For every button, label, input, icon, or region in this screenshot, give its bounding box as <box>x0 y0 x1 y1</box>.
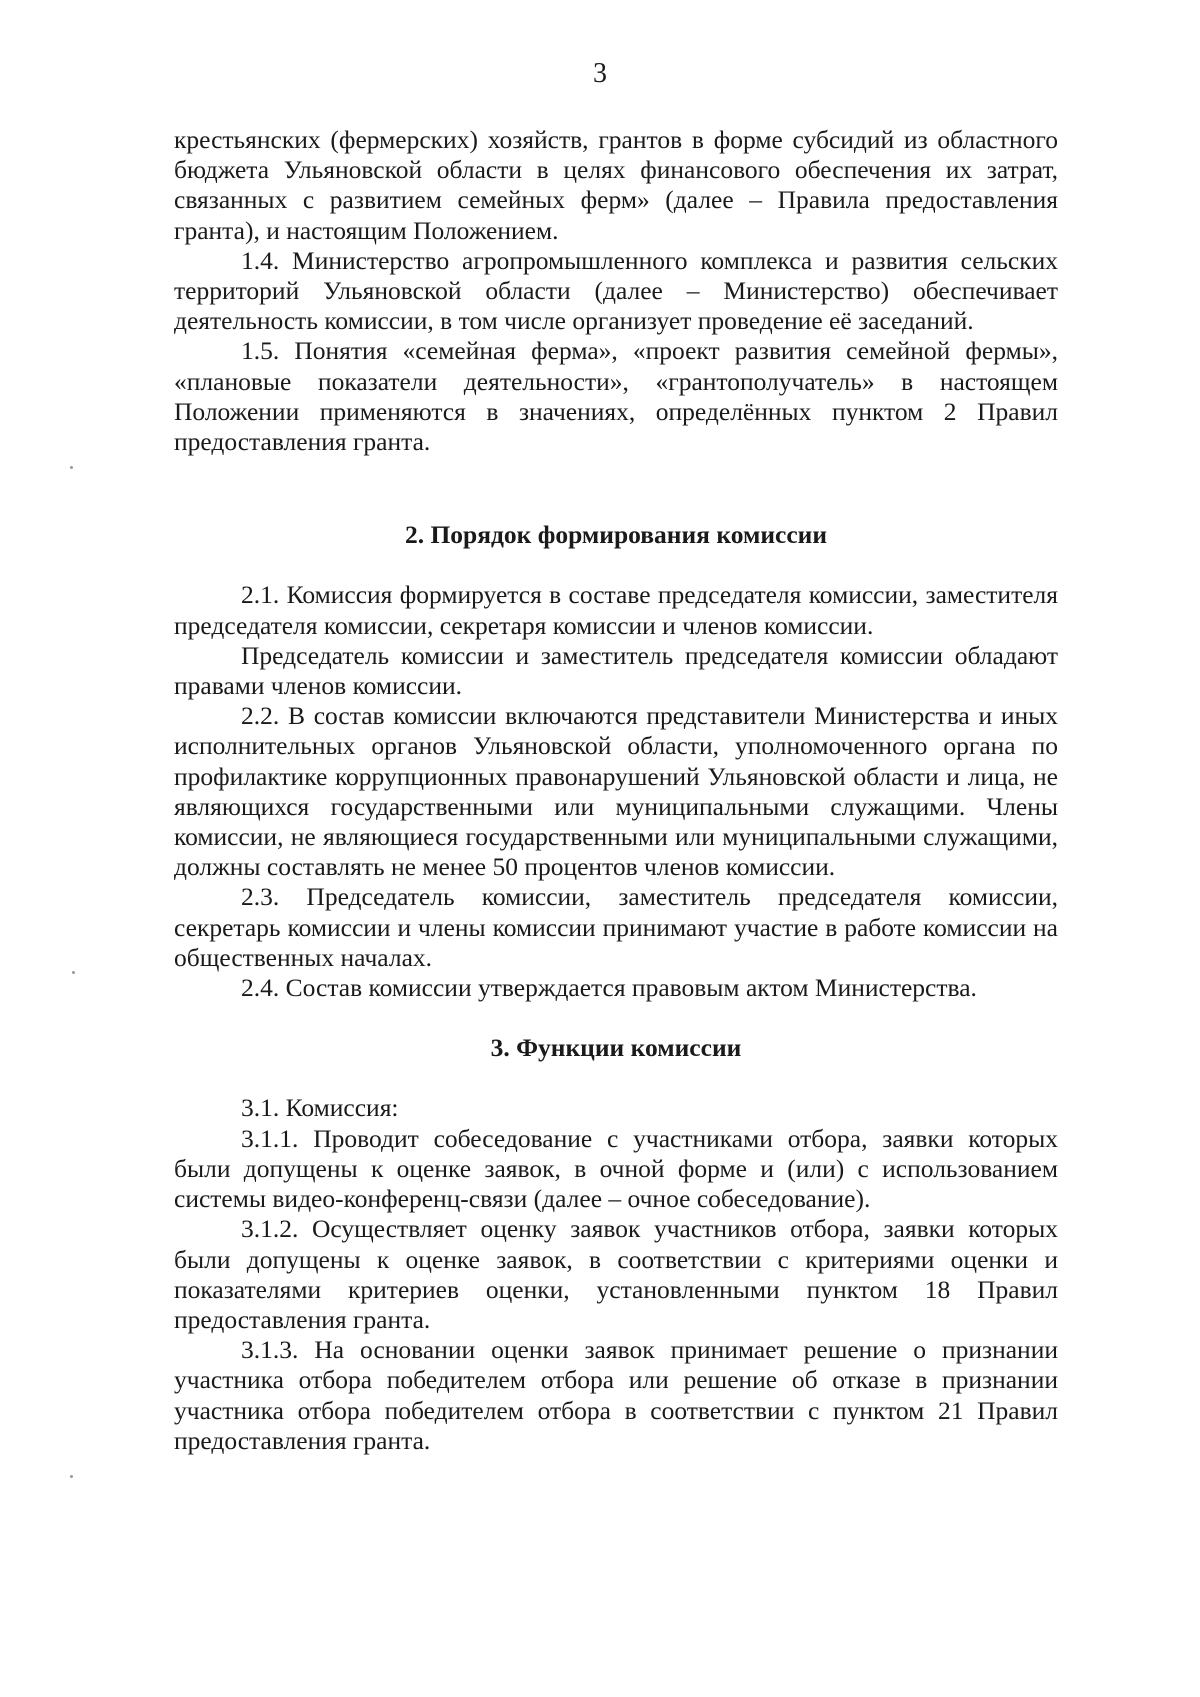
paragraph-2-3: 2.3. Председатель комиссии, заместитель председателя комиссии, секретарь комиссии и члены комиссии принимают участие в работе комиссии на общественных началах. <box>174 882 1058 972</box>
paragraph-2-1-b: Председатель комиссии и заместитель председателя комиссии обладают правами членов комиссии. <box>174 640 1058 701</box>
paragraph-3-1: 3.1. Комиссия: <box>241 1093 399 1123</box>
page-number: 3 <box>593 58 607 89</box>
paragraph-3-1-1: 3.1.1. Проводит собеседование с участниками отбора, заявки которых были допущены к оценке заявок, в очной форме и (или) с использованием системы видео-конференц-связи (далее – очное собеседование). <box>174 1123 1058 1214</box>
spacer <box>174 550 1058 580</box>
paragraph-2-2: 2.2. В состав комиссии включаются представители Министерства и иных исполнительных органов Ульяновской области, уполномоченного органа по профилактике коррупционных правонарушений Ульяновской области и лица, не являющихся государственными или муниципальными служащими. Члены комиссии, не являющиеся государственными или муниципальными служащими, должны составлять не менее 50 процентов членов комиссии. <box>174 701 1058 882</box>
spacer <box>174 457 1058 520</box>
section-2-heading: 2. Порядок формирования комиссии <box>404 520 828 550</box>
scan-speck <box>70 466 73 469</box>
paragraph-2-1: 2.1. Комиссия формируется в составе председателя комиссии, заместителя председателя комиссии, секретаря комиссии и членов комиссии. <box>174 580 1058 640</box>
paragraph-1-5: 1.5. Понятия «семейная ферма», «проект развития семейной фермы», «плановые показатели деятельности», «грантополучатель» в настоящем Положении применяются в значениях, определённых пунктом 2 Правил предоставления гранта. <box>174 336 1058 457</box>
spacer <box>174 1063 1058 1093</box>
paragraph-1-4: 1.4. Министерство агропромышленного комплекса и развития сельских территорий Ульяновской области (далее – Министерство) обеспечивает деятельность комиссии, в том числе организует проведение её заседаний. <box>174 245 1058 336</box>
paragraph-continuation: крестьянских (фермерских) хозяйств, грантов в форме субсидий из областного бюджета Ульяновской области в целях финансового обеспечения их затрат, связанных с развитием семейных ферм» (далее – Правила предоставления гранта), и настоящим Положением. <box>174 125 1058 245</box>
scan-speck <box>70 1475 73 1478</box>
scan-speck <box>72 971 75 974</box>
paragraph-2-4: 2.4. Состав комиссии утверждается правовым актом Министерства. <box>241 973 977 1003</box>
document-body <box>174 125 1058 1456</box>
spacer <box>174 1003 1058 1033</box>
paragraph-3-1-3: 3.1.3. На основании оценки заявок принимает решение о признании участника отбора победителем отбора или решение об отказе в признании участника отбора победителем отбора в соответствии с пунктом 21 Правил предоставления гранта. <box>174 1335 1058 1455</box>
section-3-heading: 3. Функции комиссии <box>490 1033 742 1063</box>
paragraph-3-1-2: 3.1.2. Осуществляет оценку заявок участников отбора, заявки которых были допущены к оценке заявок, в соответствии с критериями оценки и показателями критериев оценки, установленными пунктом 18 Правил предоставления гранта. <box>174 1214 1058 1334</box>
